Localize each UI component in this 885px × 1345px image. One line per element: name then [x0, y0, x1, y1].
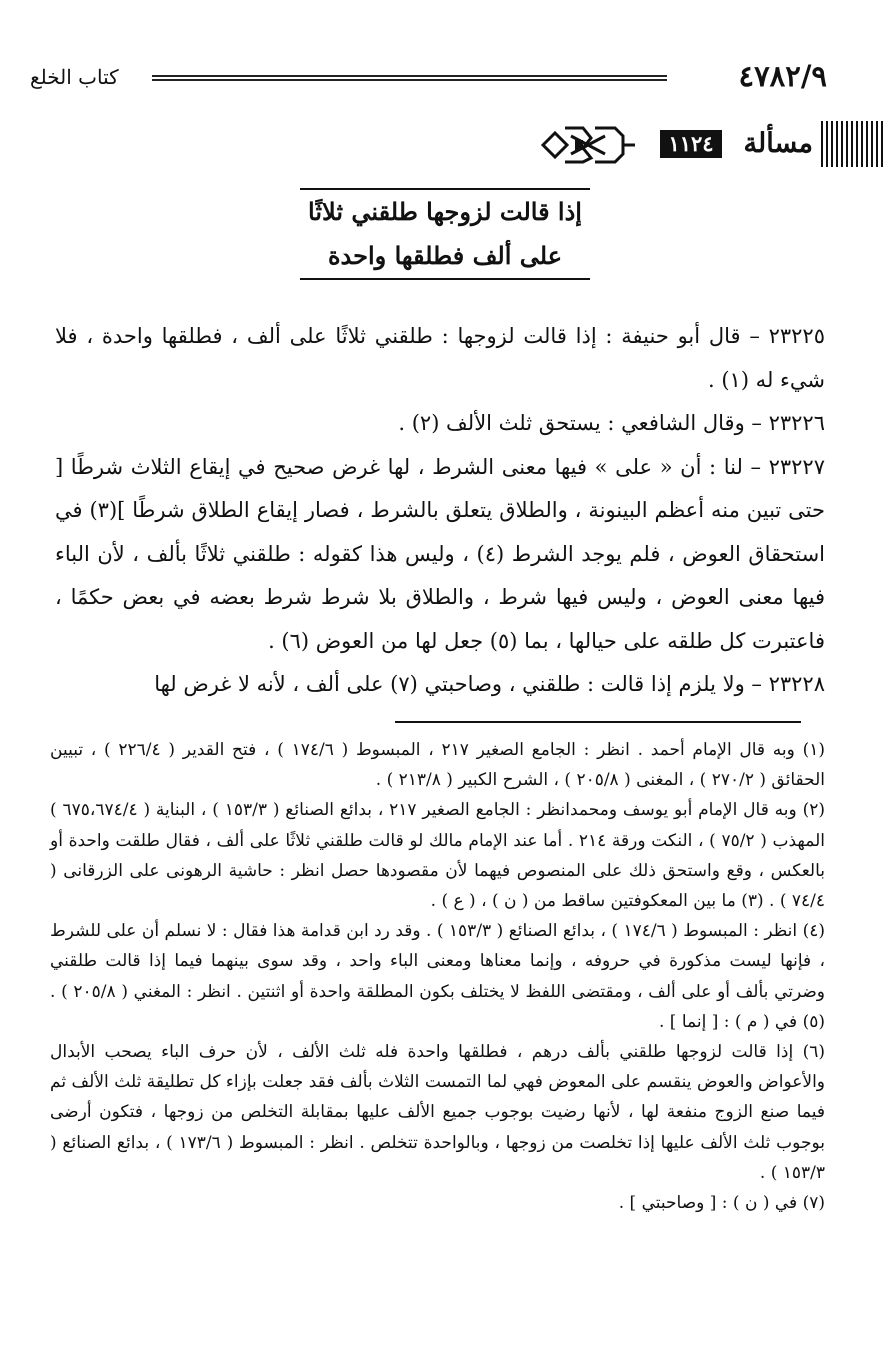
- page-number: ٤٧٨٢/٩: [738, 59, 827, 93]
- footnote: (٦) إذا قالت لزوجها طلقني بألف درهم ، فطلقها واحدة فله ثلث الألف ، لأن حرف الباء يصحب الأبدال والأعواض والعوض ينقسم على المعوض فهي لما التمست الثلاث بألف فقد جعلت بإزاء كل تطليقة ثلث الألف ثم فيما صنع الزوج منفعة لها ، لأنها رضيت بوجوب جميع الألف عليها بمقابلة التخلص من زوجها ، فتكون أرضى بوجوب ثلث الألف عليها إذا تخلصت من زوجها ، وبالواحدة تتخلص . انظر : المبسوط ( ١٧٣/٦ ) ، بدائع الصنائع ( ١٥٣/٣ ) .: [50, 1042, 825, 1183]
- running-header: [30, 58, 827, 98]
- paragraph: ٢٣٢٢٨ – ولا يلزم إذا قالت : طلقني ، وصاحبتي (٧) على ألف ، لأنه لا غرض لها: [154, 672, 825, 696]
- masala-label: مسألة: [743, 128, 813, 159]
- masala-banner: [535, 118, 885, 172]
- footnote: (٢) وبه قال الإمام أبو يوسف ومحمدانظر : الجامع الصغير ٢١٧ ، بدائع الصنائع ( ١٥٣/٣ ) ، البناية ( ٦٧٥،٦٧٤/٤ ) المهذب ( ٧٥/٢ ) ، النكت ورقة ٢١٤ . أما عند الإمام مالك لو قالت طلقني ثلاثًا على ألف ، فقال طلقت واحدة أو بالعكس ، وقع واستحق ذلك على المنصوص فيهما لأن مقصودها حصل انظر : حاشية الرهونى على الزرقانى ( ٧٤/٤ ) . (٣) ما بين المعكوفتين ساقط من ( ن ) ، ( ع ) .: [50, 800, 825, 912]
- footnote: (٧) في ( ن ) : [ وصاحبتي ] .: [618, 1193, 825, 1214]
- title-line-1: إذا قالت لزوجها طلقني ثلاثًا: [308, 197, 582, 226]
- title-line-2: على ألف فطلقها واحدة: [327, 241, 563, 270]
- chapter-title: [300, 188, 590, 280]
- main-text: [55, 315, 825, 707]
- footnote: (١) وبه قال الإمام أحمد . انظر : الجامع الصغير ٢١٧ ، المبسوط ( ١٧٤/٦ ) ، فتح القدير ( ٢٢٦/٤ ) ، تبيين الحقائق ( ٢٧٠/٢ ) ، المغنى ( ٢٠٥/٨ ) ، الشرح الكبير ( ٢١٣/٨ ) .: [50, 740, 825, 791]
- footnote-separator: [395, 721, 801, 723]
- paragraph: ٢٣٢٢٥ – قال أبو حنيفة : إذا قالت لزوجها : طلقني ثلاثًا على ألف ، فطلقها واحدة ، فلا شيء له (١) .: [55, 324, 825, 392]
- footnotes: [50, 735, 825, 1218]
- footnote: (٤) انظر : المبسوط ( ١٧٤/٦ ) ، بدائع الصنائع ( ١٥٣/٣ ) . وقد رد ابن قدامة هذا فقال : لا نسلم أن على للشرط ، فإنها ليست مذكورة في حروفه ، وإنما معناها ومعنى الباء واحد ، وقد سوى بينهما فيما إذا قالت طلقني وضرتي بألف أو على ألف ، ومقتضى اللفظ لا يختلف بكون المطلقة واحدة أو اثنتين . انظر : المغني ( ٢٠٥/٨ ) . (٥) في ( م ) : [ إنما ] .: [50, 921, 825, 1032]
- paragraph: ٢٣٢٢٧ – لنا : أن « على » فيها معنى الشرط ، لها غرض صحيح في إيقاع الثلاث شرطًا [ حتى تبين منه أعظم البينونة ، والطلاق يتعلق بالشرط ، فصار إيقاع الطلاق شرطًا ](٣) في استحقاق العوض ، فلم يوجد الشرط (٤) ، وليس هذا كقوله : طلقني ثلاثًا بألف ، لأن الباء فيها معنى العوض ، وليس فيها شرط ، والطلاق بلا شرط شرط بعضه في بعض حكمًا ، فاعتبرت كل طلقه على حيالها ، بما (٥) جعل لها من العوض (٦) .: [55, 454, 825, 653]
- paragraph: ٢٣٢٢٦ – وقال الشافعي : يستحق ثلث الألف (٢) .: [398, 411, 825, 435]
- title-bottom-rule: [300, 278, 590, 280]
- header-double-rule: [152, 75, 667, 81]
- ornament-icon: [535, 118, 637, 172]
- hatched-block: [821, 121, 885, 167]
- book-title: كتاب الخلع: [30, 65, 119, 89]
- masala-number-badge: ١١٢٤: [660, 130, 722, 158]
